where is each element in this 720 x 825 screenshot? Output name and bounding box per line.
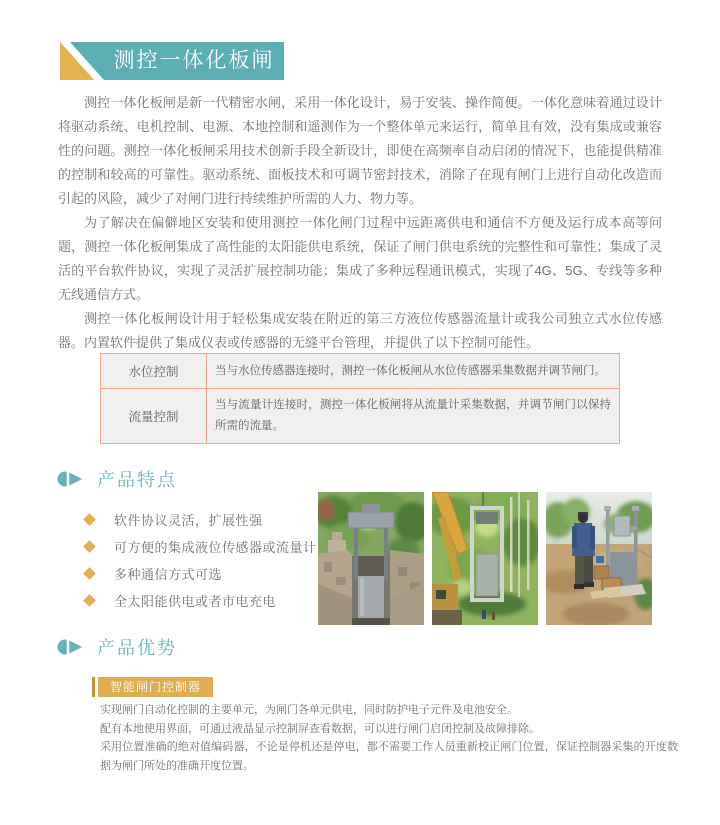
- intro-paragraph: 为了解决在偏僻地区安装和使用测控一体化闸门过程中远距离供电和通信不方便及运行成本高等问题，测控一体化板闸集成了高性能的太阳能供电系统，保证了闸门供电系统的完整性和可靠性；集成了灵活的平台软件协议，实现了灵活扩展控制功能；集成了多种远程通讯模式，实现了4G、5G、专线等多种无线通信方式。: [58, 215, 662, 302]
- features-heading: [57, 466, 177, 492]
- section-title: 产品特点: [97, 470, 177, 490]
- intro-paragraph: 测控一体化板闸是新一代精密水闸，采用一体化设计，易于安装、操作简便。一体化意味着通过设计将驱动系统、电机控制、电源、本地控制和遥测作为一个整体单元来运行，简单且有效，没有集成或兼容性的问题。测控一体化板闸采用技术创新手段全新设计，即使在高频率自动启闭的情况下，也能提供精准的控制和较高的可靠性。驱动系统、面板技术和可调节密封技术，消除了在现有闸门上进行自动化改造而引起的风险，减少了对闸门进行持续维护所需的人力、物力等。: [58, 95, 662, 206]
- subsection-badge-label: 智能闸门控制器: [98, 677, 213, 697]
- advantages-heading: [57, 634, 177, 660]
- product-photos: [318, 492, 652, 625]
- feature-item: [85, 587, 317, 614]
- feature-label: 可方便的集成液位传感器或流量计: [114, 540, 317, 555]
- control-mode-label: 流量控制: [101, 389, 207, 444]
- features-list: [85, 506, 317, 614]
- installed-gate-photo: [318, 492, 424, 625]
- page-title: 测控一体化板闸: [113, 49, 275, 72]
- advantage-line: 采用位置准确的绝对值编码器，不论是停机还是停电，都不需要工作人员重新校正闸门位置，保证控制器采集的开度数据为闸门所处的准确开度位置。: [100, 741, 678, 772]
- diamond-bullet-icon: [83, 567, 96, 580]
- section-title: 产品优势: [97, 638, 177, 658]
- table-row: [101, 354, 620, 389]
- banner-corner-decoration: [60, 42, 110, 80]
- control-mode-description: 当与流量计连接时，测控一体化板闸将从流量计采集数据，并调节闸门以保持所需的流量。: [207, 389, 620, 444]
- feature-label: 软件协议灵活，扩展性强: [114, 513, 263, 528]
- intro-section: [58, 91, 662, 355]
- control-mode-label: 水位控制: [101, 354, 207, 389]
- diamond-bullet-icon: [83, 540, 96, 553]
- intro-paragraph: 测控一体化板闸设计用于轻松集成安装在附近的第三方液位传感器流量计或我公司独立式水位传感器。内置软件提供了集成仪表或传感器的无缝平台管理，并提供了以下控制可能性。: [58, 311, 662, 350]
- feature-item: [85, 506, 317, 533]
- subsection-badge: [92, 677, 213, 697]
- feature-label: 全太阳能供电或者市电充电: [114, 594, 277, 609]
- crane-lifting-gate-photo: [432, 492, 538, 625]
- site-installation-photo: [546, 492, 652, 625]
- feature-item: [85, 533, 317, 560]
- table-row: [101, 389, 620, 444]
- title-banner: [60, 42, 284, 80]
- diamond-bullet-icon: [83, 513, 96, 526]
- badge-accent-bar: [92, 677, 95, 697]
- section-arrow-icon: [57, 637, 87, 657]
- diamond-bullet-icon: [83, 594, 96, 607]
- control-mode-description: 当与水位传感器连接时，测控一体化板闸从水位传感器采集数据并调节闸门。: [207, 354, 620, 389]
- feature-label: 多种通信方式可选: [114, 567, 223, 582]
- advantages-text: [100, 701, 678, 775]
- advantage-line: 实现闸门自动化控制的主要单元，为闸门各单元供电，同时防护电子元件及电池安全。: [100, 704, 518, 716]
- advantage-line: 配有本地使用界面，可通过液晶显示控制屏查看数据，可以进行闸门启闭控制及故障排除。: [100, 722, 540, 735]
- section-arrow-icon: [57, 469, 87, 489]
- control-modes-table: [100, 353, 620, 444]
- feature-item: [85, 560, 317, 587]
